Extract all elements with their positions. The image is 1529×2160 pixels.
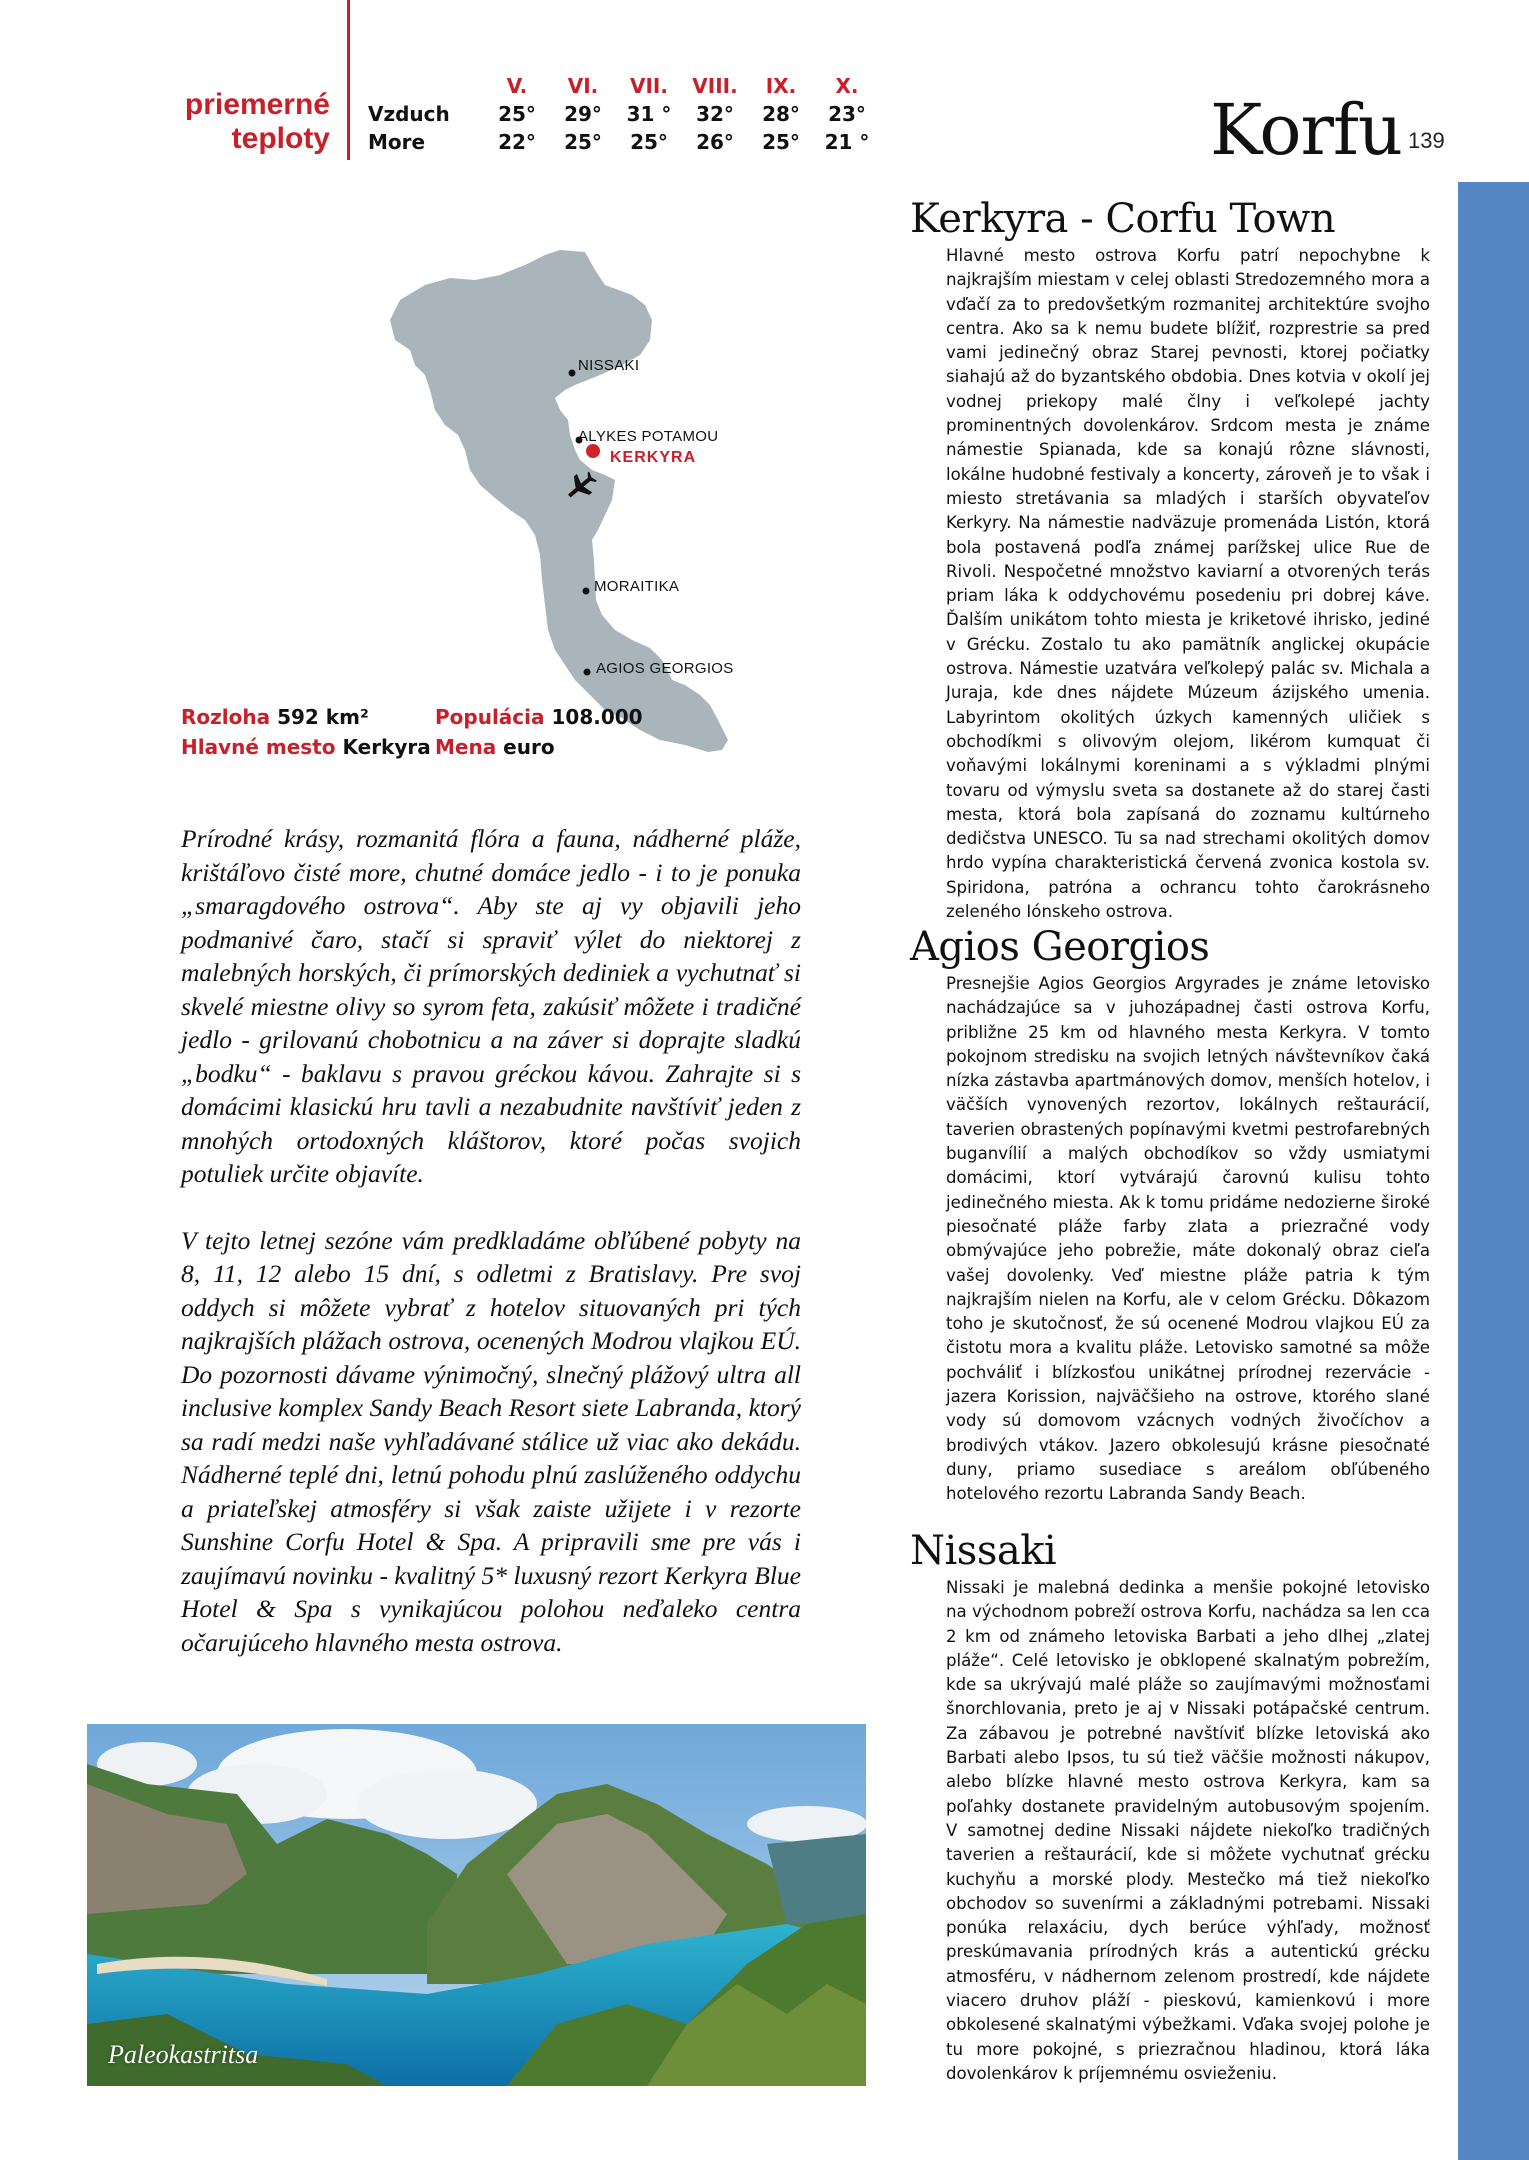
fact-currency: [435, 732, 555, 762]
temperature-value: 32°: [696, 102, 734, 126]
fact-label: Mena: [435, 735, 497, 759]
temperature-value: 29°: [564, 102, 602, 126]
fact-label: Hlavné mesto: [181, 735, 336, 759]
article-title: Agios Georgios: [910, 924, 1210, 970]
temperature-value: 25°: [762, 130, 800, 154]
temperature-row-air: [368, 100, 880, 128]
fact-label: Rozloha: [181, 705, 271, 729]
temperature-row-sea: [368, 128, 880, 156]
fact-capital: [181, 732, 431, 762]
map-label-moraitika: MORAITIKA: [594, 578, 680, 595]
side-color-bar: [1458, 182, 1529, 2160]
intro-paragraph-2: V tejto letnej sezóne vám predkladáme obľúbené pobyty na 8, 11, 12 alebo 15 dní, s odletmi z Bratislavy. Pre svoj oddych si môžete vybrať z hotelov situovaných pri tých najkrajších plážach ostrova, ocenených Modrou vlajkou EÚ. Do pozornosti dávame výnimočný, slnečný plážový ultra all inclusive komplex Sandy Beach Resort siete Labranda, ktorý sa radí medzi naše vyhľadávané stálice už viac ako dekádu. Nádherné teplé dni, letnú pohodu plnú zaslúženého oddychu a priateľskej atmosféry si však zaiste užijete i v rezorte Sunshine Corfu Hotel & Spa. A pripravili sme pre vás i zaujímavú novinku - kvalitný 5* luxusný rezort Kerkyra Blue Hotel & Spa s vynikajúcou polohou neďaleko centra očarujúceho hlavného mesta ostrova.: [181, 1225, 801, 1657]
temperature-value: 26°: [696, 130, 734, 154]
fact-area: [181, 702, 369, 732]
map-label-kerkyra: KERKYRA: [610, 449, 697, 466]
fact-label: Populácia: [435, 705, 545, 729]
fact-value: 592 km²: [277, 705, 369, 729]
row-label: Vzduch: [368, 102, 450, 126]
page-number: 139: [1408, 128, 1445, 153]
temperatures-label: [150, 88, 330, 156]
article-kerkyra: [910, 196, 1430, 924]
agios-georgios-dot: [584, 669, 591, 676]
temperature-table: [368, 72, 880, 156]
temperature-value: 23°: [828, 102, 866, 126]
article-body: Presnejšie Agios Georgios Argyrades je známe letovisko nachádzajúce sa v juhozápadnej časti ostrova Korfu, približne 25 km od hlavného mesta Kerkyra. V tomto pokojnom stredisku na svojich letných návštevníkov čaká nízka zástavba apartmánových domov, menších hotelov, i väčších vynovených rezortov, lokálnych reštaurácií, taverien obrastených popínavými kvetmi pestrofarebných buganvílií a malých obchodíkov so vždy usmiatymi domácimi, ktorí vytvárajú čarovnú kulisu tohto jedinečného miesta. Ak k tomu pridáme nedozierne široké piesočnaté pláže farby zlata a priezračné vody obmývajúce jeho pobrežie, máte dokonalý obraz cieľa vašej dovolenky. Veď miestne pláže patria k tým najkrajším nielen na Korfu, ale v celom Grécku. Dôkazom toho je skutočnosť, že sú ocenené Modrou vlajkou EÚ za čistotu mora a kvalitu pláže. Letovisko samotné sa môže pochváliť i blízkosťou unikátnej prírodnej rezervácie - jazera Korission, najväčšieho na ostrove, ktorého slané vody sú domovom vzácnych vodných živočíchov a brodivých vtákov. Jazero obkolesujú krásne piesočnaté duny, priamo susediace s areálom obľúbeného hotelového rezortu Labranda Sandy Beach.: [946, 974, 1430, 1504]
temperature-value: 28°: [762, 102, 800, 126]
month-header: VIII.: [692, 74, 738, 98]
fact-value: euro: [503, 735, 555, 759]
month-header: X.: [835, 74, 859, 98]
temperatures-label-line2: teploty: [231, 122, 330, 155]
island-map: [370, 240, 770, 770]
fact-population: [435, 702, 643, 732]
temperature-value: 25°: [564, 130, 602, 154]
article-agios-georgios: [910, 924, 1430, 1507]
temperature-value: 25°: [630, 130, 668, 154]
map-label-agios-georgios: AGIOS GEORGIOS: [596, 660, 734, 677]
temperature-value: 25°: [498, 102, 536, 126]
kerkyra-capital-dot: [586, 444, 600, 458]
temperature-value: 31 °: [626, 102, 672, 126]
article-title: Nissaki: [910, 1528, 1057, 1574]
fact-value: Kerkyra: [342, 735, 431, 759]
header-divider-line: [347, 0, 350, 160]
temperature-value: 22°: [498, 130, 536, 154]
intro-paragraph-1: Prírodné krásy, rozmanitá flóra a fauna, nádherné pláže, krištáľovo čisté more, chutné domáce jedlo - i to je ponuka „smaragdového ostrova“. Aby ste aj vy objavili jeho podmanivé čaro, stačí si spraviť výlet do niektorej z malebných horských, či prímorských dediniek a vychutnať si skvelé miestne olivy so syrom feta, zakúsiť môžete i tradičné jedlo - grilovanú chobotnicu a na záver si doprajte sladkú „bodku“ - baklavu s pravou gréckou kávou. Zahrajte si s domácimi klasickú hru tavli a nezabudnite navštíviť jeden z mnohých ortodoxných kláštorov, ktoré počas svojich potuliek určite objavíte.: [181, 824, 801, 1188]
article-body: Hlavné mesto ostrova Korfu patrí nepochybne k najkrajším miestam v celej oblasti Stredozemného mora a vďačí za to predovšetkým rozmanitej architektúre svojho centra. Ako sa k nemu budete blížiť, rozprestrie sa pred vami jedinečný obraz Starej pevnosti, ktorej počiatky siahajú až do byzantského obdobia. Dnes kotvia v okolí jej vodnej priekopy malé člny i veľkolepé jachty prominentných dovolenkárov. Srdcom mesta je známe námestie Spianada, kde sa konajú rôzne slávnosti, lokálne hudobné festivaly a koncerty, zároveň je to však i miesto stretávania sa mladých i starších obyvateľov Kerkyry. Na námestie nadväzuje promenáda Listón, ktorá bola postavená podľa známej parížskej ulice Rue de Rivoli. Nespočetné množstvo kaviarní a otvorených terás priam láka k oddychovému posedeniu pri dobrej káve. Ďalším unikátom tohto miesta je kriketové ihrisko, jediné v Grécku. Zostalo tu ako pamätník anglickej okupácie ostrova. Námestie uzatvára veľkolepý palác sv. Michala a Juraja, kde dnes nájdete Múzeum ázijského umenia. Labyrintom okolitých úzkych kamenných uličiek s obchodíkmi s olivovým olejom, likérom kumquat či voňavými lokálnymi koreninami a s výkladmi plnými tovaru od výmyslu sveta sa dostanete až do starej časti mesta, ktorá bola zapísaná do zoznamu kultúrneho dedičstva UNESCO. Tu sa nad strechami okolitých domov hrdo vypína charakteristická červená zvonica kostola sv. Spiridona, patróna a ochrancu tohto čarokrásneho zeleného Iónskeho ostrova.: [946, 246, 1430, 922]
month-header: IX.: [765, 74, 797, 98]
photo-caption: Paleokastritsa: [108, 2040, 259, 2069]
month-header: VII.: [630, 74, 668, 98]
row-label: More: [368, 130, 426, 154]
temperature-value: 21 °: [824, 130, 870, 154]
nissaki-dot: [569, 370, 576, 377]
month-header: VI.: [567, 74, 599, 98]
temperatures-label-line1: priemerné: [184, 88, 330, 121]
page-title: Korfu: [1210, 89, 1403, 171]
moraitika-dot: [583, 588, 590, 595]
intro-text: [181, 822, 801, 1692]
article-title: Kerkyra - Corfu Town: [910, 196, 1336, 242]
map-label-alykes-potamou: ALYKES POTAMOU: [578, 428, 719, 445]
temperature-months-row: [368, 72, 880, 100]
fact-value: 108.000: [551, 705, 643, 729]
article-body: Nissaki je malebná dedinka a menšie pokojné letovisko na východnom pobreží ostrova Korfu, nachádza sa len cca 2 km od známeho letoviska Barbati a jeho dlhej „zlatej pláže“. Celé letovisko je obklopené skalnatým pobrežím, kde sa ukrývajú malé pláže so zaujímavými možnosťami šnorchlovania, preto je aj v Nissaki potápačské centrum. Za zábavou je potrebné navštíviť blízke letoviská ako Barbati alebo Ipsos, tu sú tiež väčšie možnosti nákupov, alebo blízke hlavné mesto ostrova Kerkyra, kam sa poľahky dostanete pravidelným autobusovým spojením. V samotnej dedine Nissaki nájdete niekoľko tradičných taverien a reštaurácií, kde si môžete vychutnať grécku kuchyňu a morské plody. Mestečko má tiež niekoľko obchodov so suvenírmi a základnými potrebami. Nissaki ponúka relaxáciu, dych berúce výhľady, možnosť preskúmavania prírodných krás a autentickú grécku atmosféru, v nádhernom zelenom prostredí, kde nájdete viacero druhov pláží - pieskovú, kamienkovú i more obkolesené skalnatými výbežkami. Vďaka svojej polohe je tu more pokojné, s priezračnou hladinou, ktorá láka dovolenkárov k príjemnému osvieženiu.: [946, 1578, 1430, 2083]
month-header: V.: [506, 74, 528, 98]
map-label-nissaki: NISSAKI: [578, 357, 640, 374]
article-nissaki: [910, 1528, 1430, 2086]
paleokastritsa-photo: [87, 1724, 866, 2086]
